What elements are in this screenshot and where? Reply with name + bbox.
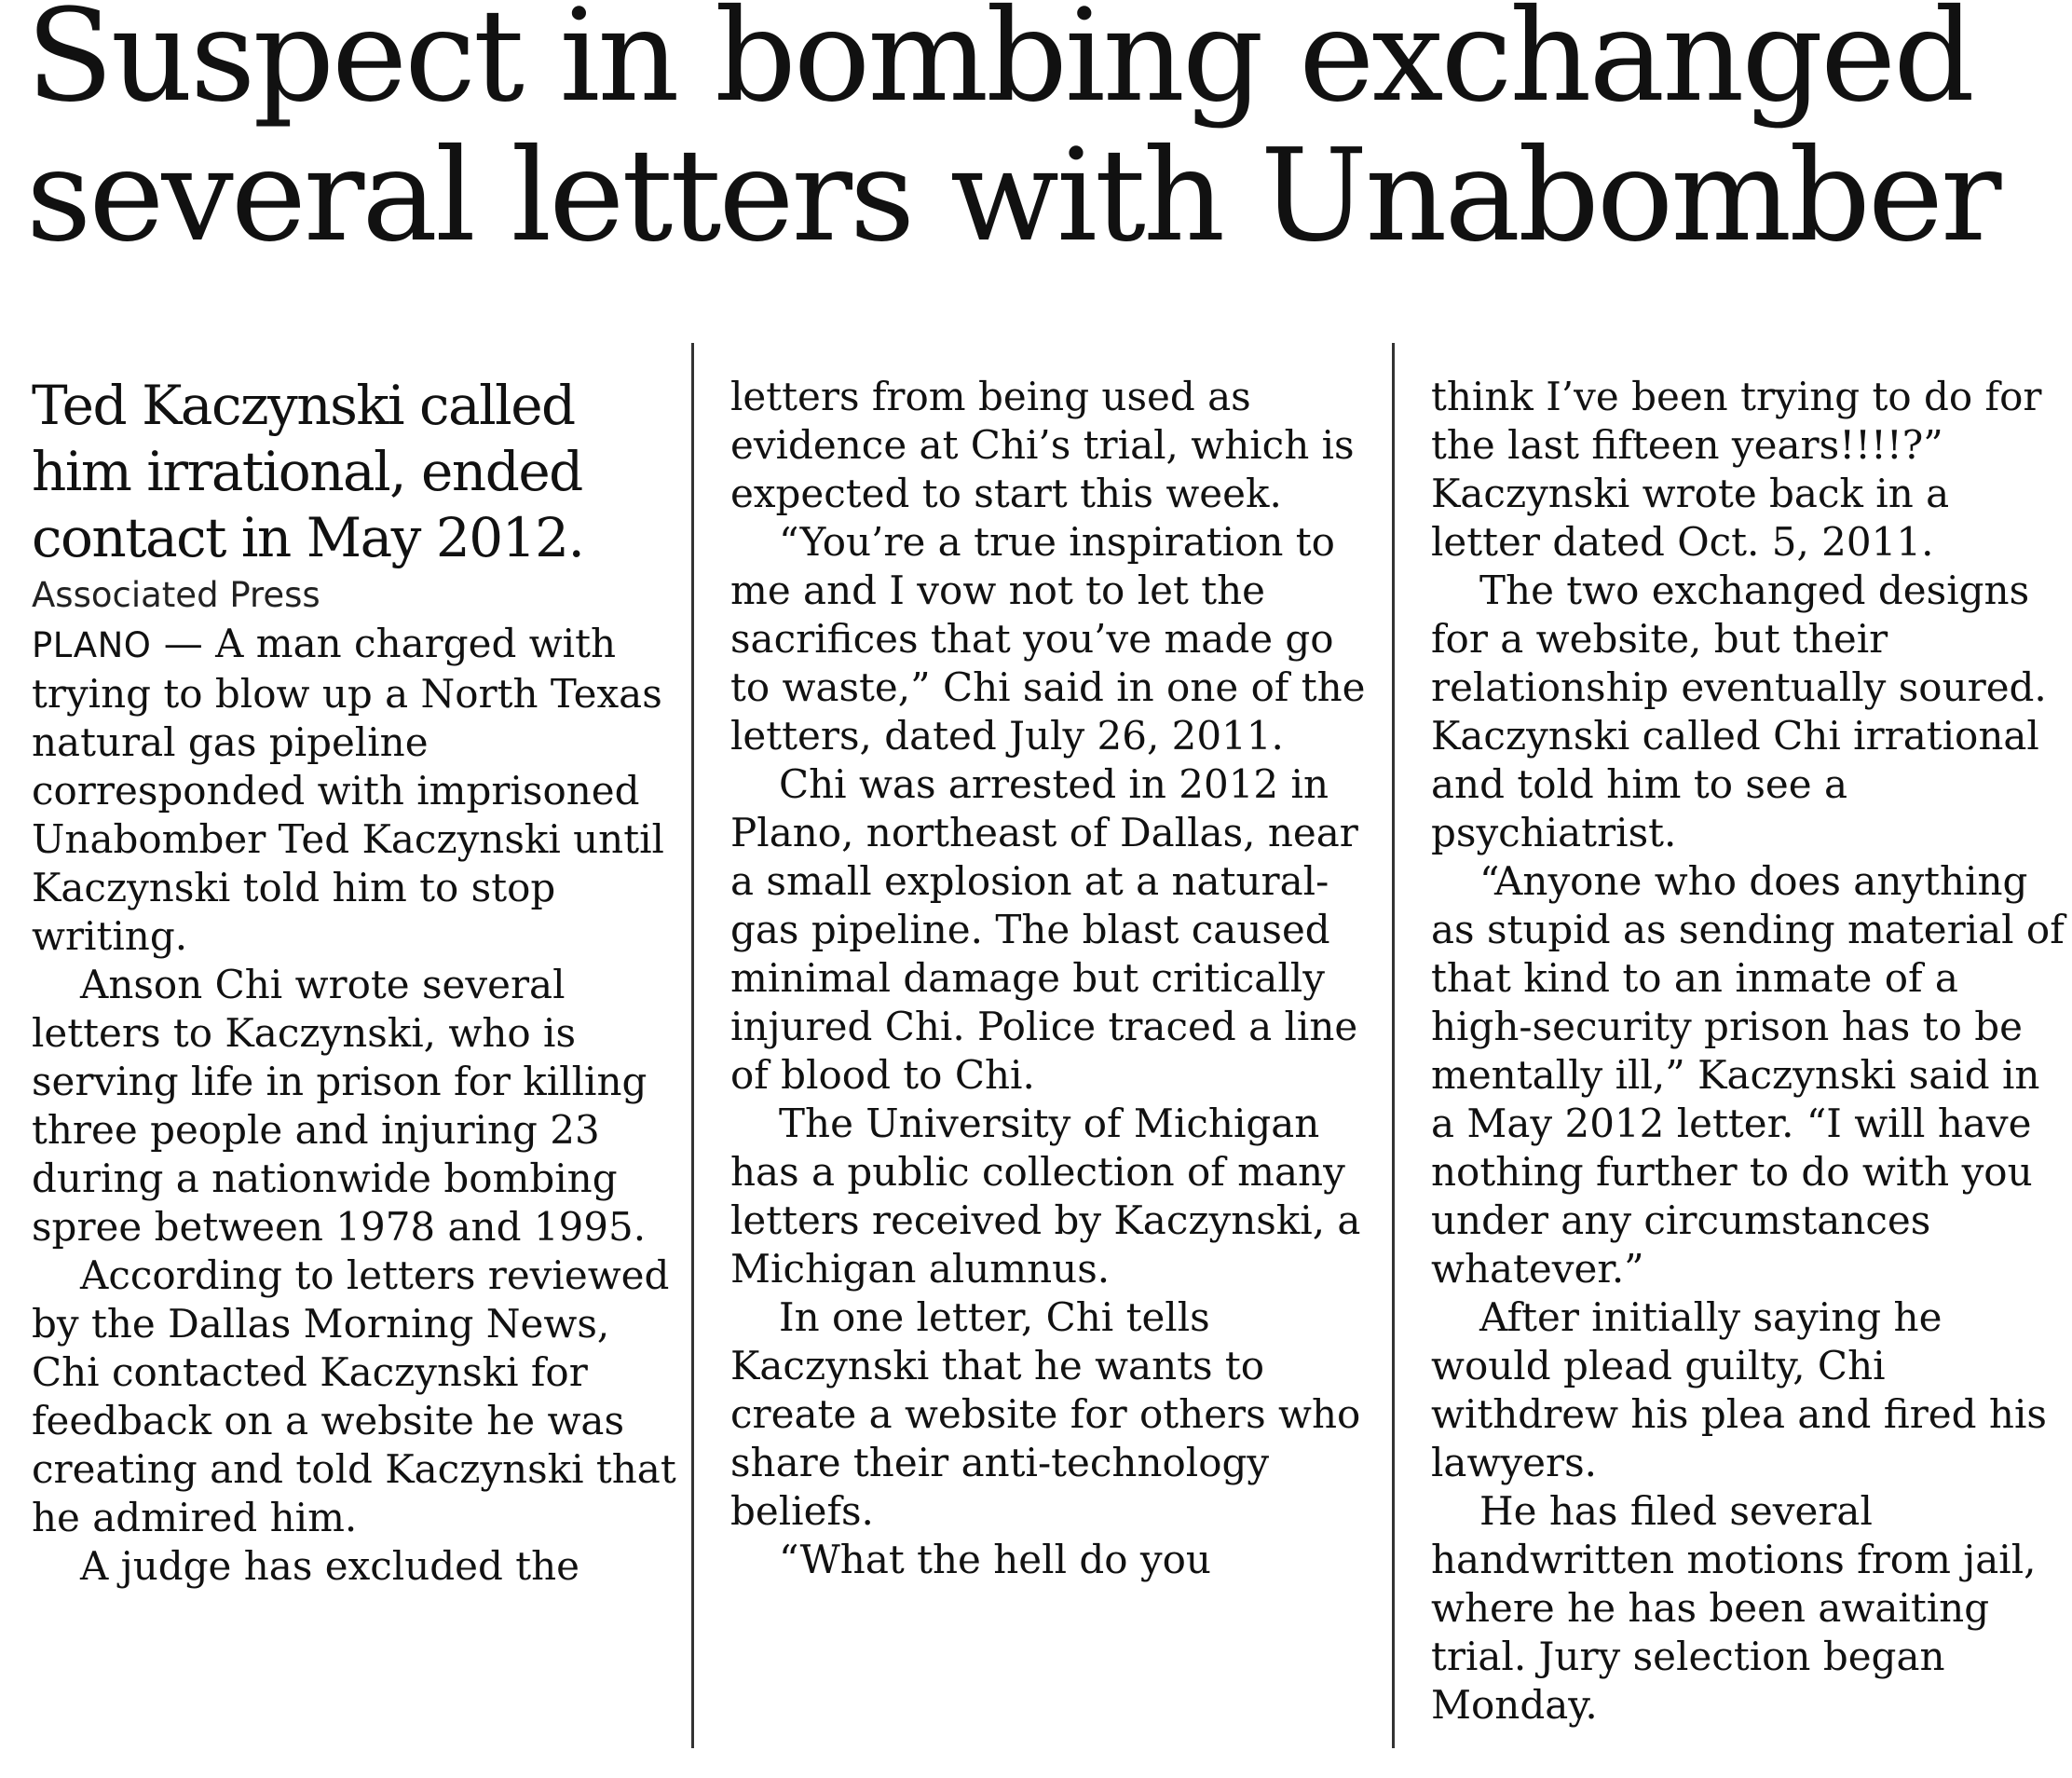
article-paragraph: After initially saying he would plead guilty, Chi withdrew his plea and fired his lawyers. xyxy=(1431,1294,2047,1485)
article-paragraph: “Anyone who does anything as stupid as sending material of that kind to an inmate of a high-security prison has to be mentally ill,” Kaczynski said in a May 2012 letter. “I will have nothing further to do with you under any circumstances whatever.” xyxy=(1431,858,2065,1292)
article-paragraph: In one letter, Chi tells Kaczynski that he wants to create a website for others who share their anti-technology beliefs. xyxy=(730,1294,1361,1534)
paragraph-text: A man charged with trying to blow up a North Texas natural gas pipeline corresponded with imprisoned Unabomber Ted Kaczynski until Kaczynski told him to stop writing. xyxy=(32,621,664,959)
article-paragraph: Anson Chi wrote several letters to Kaczynski, who is serving life in prison for killing three people and injuring 23 during a nationwide bombing spree between 1978 and 1995. xyxy=(32,962,648,1250)
headline-line-2: several letters with Unabomber xyxy=(26,122,1999,270)
article-paragraph-continued: think I’ve been trying to do for the last fifteen years!!!!?” Kaczynski wrote back in a letter dated Oct. 5, 2011. xyxy=(1431,374,2042,565)
byline: Associated Press xyxy=(32,575,320,615)
dateline-separator: — xyxy=(151,621,216,666)
article-paragraph: The University of Michigan has a public collection of many letters received by Kaczynski, a Michigan alumnus. xyxy=(730,1101,1361,1292)
column-rule-left xyxy=(691,343,694,1748)
deck: Ted Kaczynski called him irrational, ended contact in May 2012. xyxy=(32,374,584,569)
article-column-1 xyxy=(32,373,684,1591)
headline-line-1: Suspect in bombing exchanged xyxy=(26,0,1972,130)
dateline: PLANO xyxy=(32,625,152,665)
column-rule-right xyxy=(1392,343,1395,1748)
article-paragraph: According to letters reviewed by the Dallas Morning News, Chi contacted Kaczynski for feedback on a website he was creating and told Kaczynski that he admired him. xyxy=(32,1252,676,1540)
article-paragraph xyxy=(32,620,684,961)
article-column-2 xyxy=(730,373,1373,1584)
article-paragraph: The two exchanged designs for a website, but their relationship eventually soured. Kaczynski called Chi irrational and told him to see a psychiatrist. xyxy=(1431,568,2047,855)
article-paragraph-continued: letters from being used as evidence at Chi’s trial, which is expected to start this week. xyxy=(730,374,1355,516)
article-paragraph: A judge has excluded the xyxy=(80,1543,580,1589)
article-paragraph: Chi was arrested in 2012 in Plano, northeast of Dallas, near a small explosion at a natural-gas pipeline. The blast caused minimal damage but critically injured Chi. Police traced a line of blood to Chi. xyxy=(730,761,1358,1098)
article-paragraph: He has filed several handwritten motions from jail, where he has been awaiting trial. Jury selection began Monday. xyxy=(1431,1488,2037,1728)
article-paragraph: “What the hell do you xyxy=(779,1537,1211,1582)
article-paragraph: “You’re a true inspiration to me and I vow not to let the sacrifices that you’ve made go to waste,” Chi said in one of the letters, dated July 26, 2011. xyxy=(730,519,1366,759)
article-column-3 xyxy=(1431,373,2065,1730)
headline xyxy=(26,0,2057,270)
